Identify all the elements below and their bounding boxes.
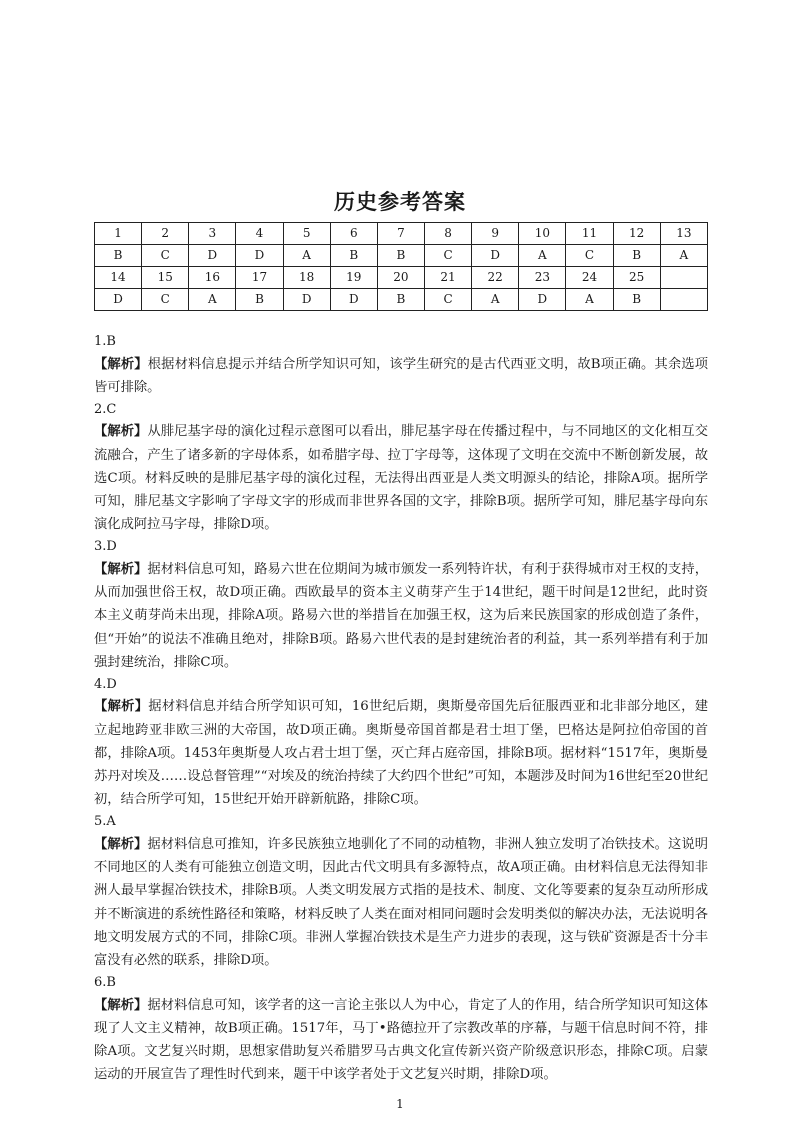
explanation-paragraph (94, 353, 708, 399)
question-number-cell: 13 (660, 223, 707, 245)
explanation-paragraph (94, 994, 708, 1087)
explanation-text: 从腓尼基字母的演化过程示意图可以看出，腓尼基字母在传播过程中，与不同地区的文化相互交流融合，产生了诸多新的字母体系，如希腊字母、拉丁字母等，这体现了文明在交流中不断创新发展，故选C项。材料反映的是腓尼基字母的演化过程，无法得出西亚是人类文明源头的结论，排除A项。据所学可知，腓尼基文字影响了字母文字的形成而非世界各国的文字，排除B项。据所学可知，腓尼基字母向东演化成阿拉马字母，排除D项。 (94, 424, 709, 533)
question-number-cell: 24 (566, 267, 613, 289)
question-number-cell: 6 (330, 223, 377, 245)
answer-cell: D (519, 289, 566, 311)
answer-row (95, 245, 708, 267)
question-number-cell: 2 (142, 223, 189, 245)
answer-cell: B (95, 245, 142, 267)
answer-cell: A (566, 289, 613, 311)
question-number-cell: 23 (519, 267, 566, 289)
question-number-cell: 16 (189, 267, 236, 289)
answer-cell: D (283, 289, 330, 311)
question-number-cell (660, 267, 707, 289)
answer-cell: A (283, 245, 330, 267)
answer-cell: A (472, 289, 519, 311)
explanation-paragraph (94, 833, 708, 972)
explanation-tag: 【解析】 (94, 836, 148, 852)
explanation-tag: 【解析】 (94, 699, 149, 715)
answer-cell (660, 289, 707, 311)
explanation-text: 根据材料信息提示并结合所学知识可知，该学生研究的是古代西亚文明，故B项正确。其余选项皆可排除。 (94, 356, 708, 395)
answer-cell: D (330, 289, 377, 311)
answer-cell: B (377, 289, 424, 311)
answer-cell: C (142, 245, 189, 267)
answer-cell: B (377, 245, 424, 267)
explanation-tag: 【解析】 (94, 424, 148, 440)
explanations (94, 331, 708, 1086)
answer-cell: B (330, 245, 377, 267)
answer-cell: C (142, 289, 189, 311)
page-title: 历史参考答案 (334, 190, 466, 214)
explanation-paragraph (94, 558, 708, 674)
question-answer-label: 3.D (94, 539, 117, 555)
question-number-cell: 17 (236, 267, 283, 289)
answer-cell: B (236, 289, 283, 311)
explanation-paragraph (94, 695, 708, 811)
question-number-cell: 3 (189, 223, 236, 245)
answer-row (95, 289, 708, 311)
explanation-tag: 【解析】 (94, 561, 148, 577)
question-number-row (95, 267, 708, 289)
question-answer-label: 2.C (94, 401, 117, 417)
question-number-cell: 10 (519, 223, 566, 245)
question-number-cell: 4 (236, 223, 283, 245)
question-number-cell: 1 (95, 223, 142, 245)
answer-cell: D (472, 245, 519, 267)
question-number-cell: 5 (283, 223, 330, 245)
answer-cell: C (424, 289, 471, 311)
answer-cell: C (566, 245, 613, 267)
question-number-cell: 8 (424, 223, 471, 245)
question-number-cell: 20 (377, 267, 424, 289)
answer-key-table (94, 222, 708, 311)
answer-cell: A (189, 289, 236, 311)
answer-cell: A (519, 245, 566, 267)
question-number-cell: 7 (377, 223, 424, 245)
question-number-row (95, 223, 708, 245)
question-number-cell: 22 (472, 267, 519, 289)
explanation-tag: 【解析】 (94, 997, 148, 1013)
question-answer-label: 4.D (94, 676, 117, 692)
question-answer-label: 5.A (94, 814, 116, 830)
answer-cell: D (95, 289, 142, 311)
question-number-cell: 25 (613, 267, 660, 289)
explanation-paragraph (94, 420, 708, 536)
question-number-cell: 9 (472, 223, 519, 245)
question-number-cell: 15 (142, 267, 189, 289)
explanation-text: 据材料信息可知，该学者的这一言论主张以人为中心，肯定了人的作用，结合所学知识可知这体现了人文主义精神，故B项正确。1517年，马丁•路德拉开了宗教改革的序幕，与题干信息时间不符，排除A项。文艺复兴时期，思想家借助复兴希腊罗马古典文化宣传新兴资产阶级意识形态，排除C项。启蒙运动的开展宣告了理性时代到来，题干中该学者处于文艺复兴时期，排除D项。 (94, 997, 709, 1083)
question-answer-label: 6.B (94, 975, 116, 991)
explanation-text: 据材料信息并结合所学知识可知，16世纪后期，奥斯曼帝国先后征服西亚和北非部分地区，建立起地跨亚非欧三洲的大帝国，故D项正确。奥斯曼帝国首都是君士坦丁堡，巴格达是阿拉伯帝国的首都，排除A项。1453年奥斯曼人攻占君士坦丁堡，灭亡拜占庭帝国，排除B项。据材料“1517年，奥斯曼苏丹对埃及……设总督管理”“对埃及的统治持续了大约四个世纪”可知，本题涉及时间为16世纪至20世纪初，结合所学可知，15世纪开始开辟新航路，排除C项。 (94, 699, 708, 808)
answer-cell: B (613, 289, 660, 311)
question-number-cell: 19 (330, 267, 377, 289)
answer-cell: C (424, 245, 471, 267)
explanation-text: 据材料信息可知，路易六世在位期间为城市颁发一系列特许状，有利于获得城市对王权的支持，从而加强世俗王权，故D项正确。西欧最早的资本主义萌芽产生于14世纪，题干时间是12世纪，此时资本主义萌芽尚未出现，排除A项。路易六世的举措旨在加强王权，这为后来民族国家的形成创造了条件，但“开始”的说法不准确且绝对，排除B项。路易六世代表的是封建统治者的利益，其一系列举措有利于加强封建统治，排除C项。 (94, 561, 709, 670)
answer-cell: D (236, 245, 283, 267)
explanation-text: 据材料信息可推知，许多民族独立地驯化了不同的动植物，非洲人独立发明了冶铁技术。这说明不同地区的人类有可能独立创造文明，因此古代文明具有多源特点，故A项正确。由材料信息无法得知非洲人最早掌握冶铁技术，排除B项。人类文明发展方式指的是技术、制度、文化等要素的复杂互动所形成并不断演进的系统性路径和策略，材料反映了人类在面对相同问题时会发明类似的解决办法，无法说明各地文明发展方式的不同，排除C项。非洲人掌握冶铁技术是生产力进步的表现，这与铁矿资源是否十分丰富没有必然的联系，排除D项。 (94, 836, 709, 968)
question-number-cell: 14 (95, 267, 142, 289)
answer-cell: D (189, 245, 236, 267)
explanation-tag: 【解析】 (94, 356, 148, 372)
question-number-cell: 21 (424, 267, 471, 289)
answer-cell: A (660, 245, 707, 267)
answer-cell: B (613, 245, 660, 267)
page-number: 1 (396, 1097, 404, 1111)
question-number-cell: 12 (613, 223, 660, 245)
question-number-cell: 18 (283, 267, 330, 289)
question-answer-label: 1.B (94, 334, 116, 349)
question-number-cell: 11 (566, 223, 613, 245)
